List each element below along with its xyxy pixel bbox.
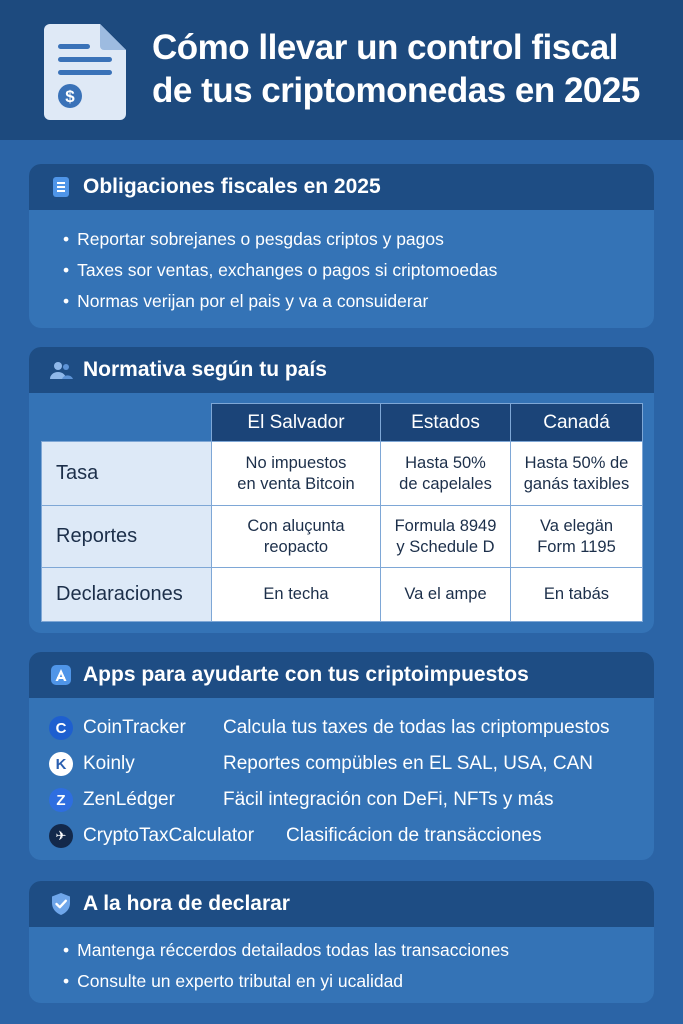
table-cell: Va elegän Form 1195 xyxy=(511,506,643,568)
cointracker-logo-icon: C xyxy=(49,716,73,740)
list-item: • Normas verijan por el pais y va a consuiderar xyxy=(63,286,654,317)
header-banner xyxy=(0,0,683,140)
obligations-header xyxy=(29,164,654,210)
declare-header xyxy=(29,881,654,927)
app-description: Calcula tus taxes de todas las criptompuestos xyxy=(223,717,610,738)
tax-document-icon xyxy=(44,24,126,120)
app-name: ZenLédger xyxy=(83,789,175,810)
apps-list xyxy=(29,698,654,854)
table-row xyxy=(42,506,643,568)
table-cell: Hasta 50% de ganás taxibles xyxy=(511,442,643,506)
app-description: Clasificácion de transäcciones xyxy=(286,825,542,846)
table-cell: Con aluçunta reopacto xyxy=(212,506,381,568)
list-item xyxy=(49,746,654,782)
table-cell: Hasta 50% de capelales xyxy=(381,442,511,506)
row-header-tasa: Tasa xyxy=(42,442,212,506)
shield-check-icon xyxy=(49,892,73,916)
table-cell: En techa xyxy=(212,568,381,622)
table-row xyxy=(42,442,643,506)
regulation-table xyxy=(41,403,643,622)
column-header-el-salvador: El Salvador xyxy=(212,404,381,442)
table-cell: En tabás xyxy=(511,568,643,622)
regulation-card xyxy=(29,347,654,633)
declare-card xyxy=(29,881,654,1003)
page-title xyxy=(152,26,677,112)
table-cell: No impuestos en venta Bitcoin xyxy=(212,442,381,506)
declare-list xyxy=(29,927,654,997)
regulation-heading: Normativa según tu país xyxy=(83,358,327,381)
list-item: • Reportar sobrejanes o pesgdas criptos y pagos xyxy=(63,224,654,255)
list-item: • Consulte un experto tributal en yi ucalidad xyxy=(63,966,654,997)
column-header-canada: Canadá xyxy=(511,404,643,442)
app-description: Reportes compübles en EL SAL, USA, CAN xyxy=(223,753,593,774)
obligations-card xyxy=(29,164,654,328)
table-cell: Va el ampe xyxy=(381,568,511,622)
table-cell: Formula 8949 y Schedule D xyxy=(381,506,511,568)
obligations-heading: Obligaciones fiscales en 2025 xyxy=(83,175,381,198)
apps-header xyxy=(29,652,654,698)
row-header-declaraciones: Declaraciones xyxy=(42,568,212,622)
app-name: Koinly xyxy=(83,753,135,774)
app-icon xyxy=(49,663,73,687)
page-title-line-2: de tus criptomonedas en 2025 xyxy=(152,71,640,110)
app-name: CryptoTaxCalculator xyxy=(83,825,255,846)
koinly-logo-icon: K xyxy=(49,752,73,776)
users-icon xyxy=(49,358,73,382)
zenledger-logo-icon: Z xyxy=(49,788,73,812)
obligations-list xyxy=(29,210,654,317)
app-name: CoinTracker xyxy=(83,717,186,738)
cryptotaxcalculator-logo-icon: ✈ xyxy=(49,824,73,848)
list-item xyxy=(49,710,654,746)
table-row xyxy=(42,568,643,622)
apps-card xyxy=(29,652,654,860)
list-item: • Mantenga réccerdos detailados todas las transacciones xyxy=(63,935,654,966)
list-item xyxy=(49,818,654,854)
regulation-header xyxy=(29,347,654,393)
app-description: Fäcil integración con DeFi, NFTs y más xyxy=(223,789,554,810)
apps-heading: Apps para ayudarte con tus criptoimpuestos xyxy=(83,663,529,686)
declare-heading: A la hora de declarar xyxy=(83,892,290,915)
page-title-line-1: Cómo llevar un control fiscal xyxy=(152,28,618,67)
row-header-reportes: Reportes xyxy=(42,506,212,568)
document-list-icon xyxy=(49,175,73,199)
svg-text:$: $ xyxy=(65,87,75,106)
column-header-estados: Estados xyxy=(381,404,511,442)
list-item: • Taxes sor ventas, exchanges o pagos si criptomoedas xyxy=(63,255,654,286)
list-item xyxy=(49,782,654,818)
table-corner xyxy=(42,404,212,442)
